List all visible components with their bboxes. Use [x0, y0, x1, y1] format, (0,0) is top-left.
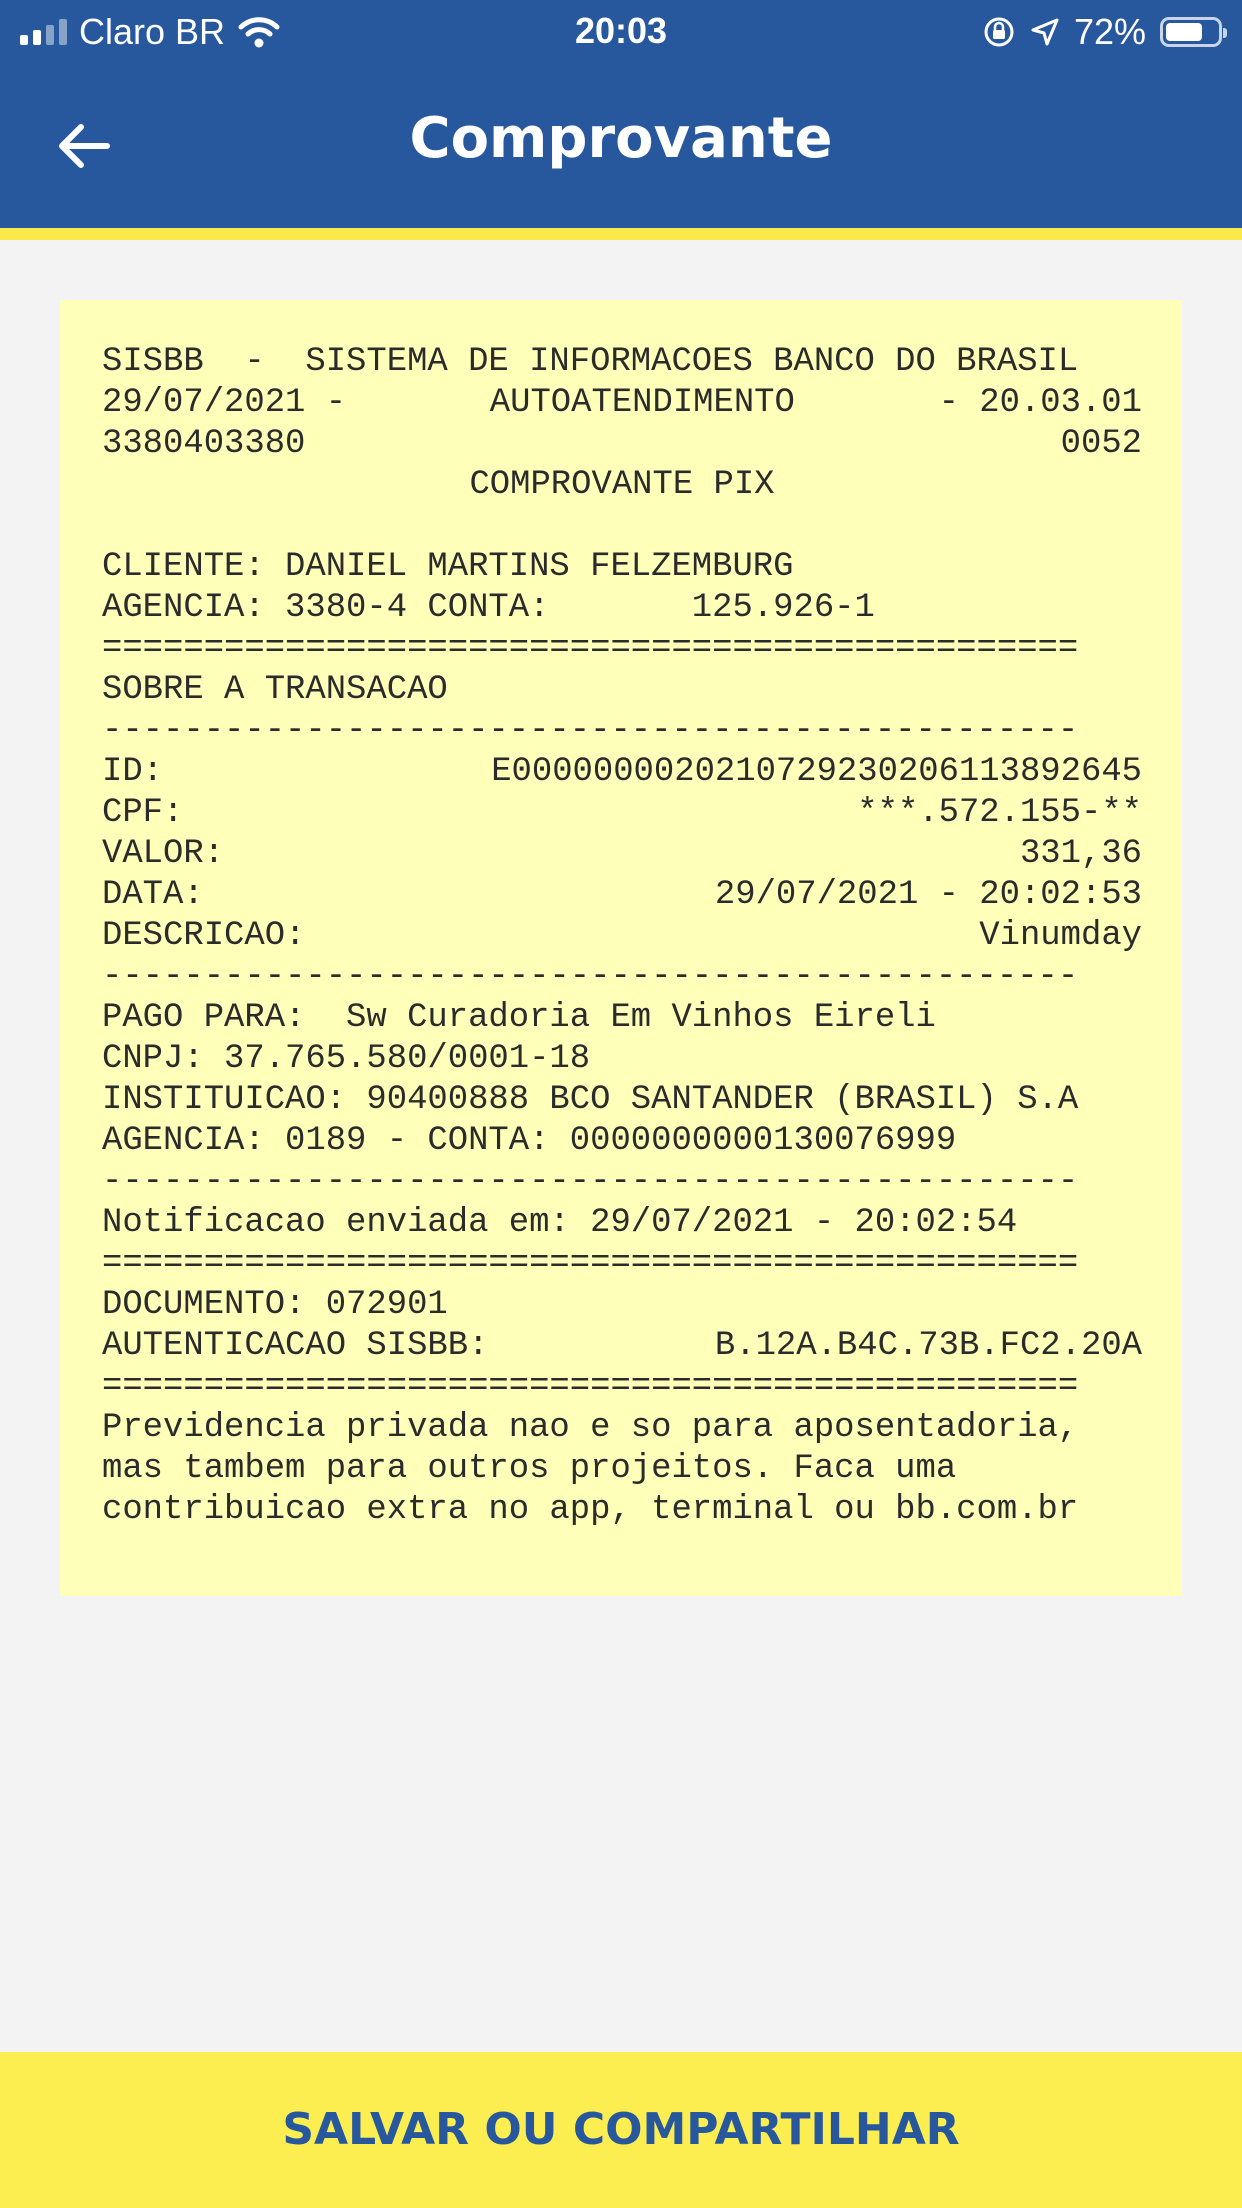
page-title: Comprovante: [409, 106, 833, 171]
location-icon: [1030, 17, 1060, 47]
receipt-double-rule: ================================================: [102, 1368, 1079, 1406]
receipt-autenticacao: AUTENTICACAO SISBB: B.12A.B4C.73B.FC2.20A: [102, 1327, 1142, 1365]
receipt-version: - 20.03.01: [938, 384, 1142, 422]
receipt-date: 29/07/2021 -: [102, 384, 347, 422]
battery-percent: 72%: [1073, 11, 1146, 52]
nav-bar: [0, 92, 1242, 198]
status-time: 20:03: [574, 10, 668, 51]
receipt-field-cpf: CPF: ***.572.155-**: [102, 794, 1142, 832]
receipt-field-data: DATA: 29/07/2021 - 20:02:53: [102, 876, 1142, 914]
receipt-service: AUTOATENDIMENTO: [489, 384, 795, 422]
receipt-field-descricao: DESCRICAO: Vinumday: [102, 917, 1142, 955]
status-right: [982, 10, 1222, 54]
receipt-field-valor: VALOR: 331,36: [102, 835, 1142, 873]
receipt-single-rule: ------------------------------------------------: [102, 1163, 1079, 1201]
receipt-card: [60, 300, 1182, 1596]
receipt-terminal: 3380403380: [102, 425, 306, 463]
receipt-cliente: CLIENTE: DANIEL MARTINS FELZEMBURG: [102, 548, 794, 586]
receipt-single-rule: ------------------------------------------------: [102, 958, 1079, 996]
receipt-footer-line: contribuicao extra no app, terminal ou bb.com.br: [102, 1491, 1079, 1529]
receipt-sequence: 0052: [1060, 425, 1142, 463]
receipt-pago-para: PAGO PARA: Sw Curadoria Em Vinhos Eireli: [102, 999, 936, 1037]
carrier-label: Claro BR: [79, 11, 226, 52]
receipt-single-rule: ------------------------------------------------: [102, 712, 1079, 750]
receipt-double-rule: ================================================: [102, 1245, 1079, 1283]
receipt-title: COMPROVANTE PIX: [469, 466, 775, 504]
battery-icon: [1160, 17, 1222, 47]
receipt-agencia-destino: AGENCIA: 0189 - CONTA: 0000000000130076999: [102, 1122, 957, 1160]
receipt-blank-line: [102, 506, 1142, 547]
receipt-double-rule: ================================================: [102, 630, 1079, 668]
save-share-button[interactable]: SALVAR OU COMPARTILHAR: [0, 2052, 1242, 2208]
receipt-notificacao: Notificacao enviada em: 29/07/2021 - 20:02:54: [102, 1204, 1018, 1242]
receipt-cnpj: CNPJ: 37.765.580/0001-18: [102, 1040, 591, 1078]
receipt-id-value: E0000000020210729230206113892645: [491, 753, 1142, 791]
receipt-section-title: SOBRE A TRANSACAO: [102, 671, 448, 709]
battery-fill: [1166, 23, 1202, 41]
receipt-date-line: [102, 383, 1142, 424]
receipt-text: [102, 342, 1142, 1531]
receipt-documento: DOCUMENTO: 072901: [102, 1286, 448, 1324]
header-accent-line: [0, 228, 1242, 240]
receipt-terminal-line: [102, 424, 1142, 465]
receipt-instituicao: INSTITUICAO: 90400888 BCO SANTANDER (BRASIL) S.A: [102, 1081, 1079, 1119]
rotation-lock-icon: [982, 15, 1016, 49]
receipt-field-id: ID: E0000000020210729230206113892645: [102, 753, 1142, 791]
receipt-footer-line: mas tambem para outros projeitos. Faca uma: [102, 1450, 957, 1488]
status-bar: [0, 0, 1242, 62]
receipt-footer-line: Previdencia privada nao e so para aposentadoria,: [102, 1409, 1079, 1447]
receipt-header-line: SISBB - SISTEMA DE INFORMACOES BANCO DO BRASIL: [102, 343, 1079, 381]
receipt-agencia-conta: AGENCIA: 3380-4 CONTA: 125.926-1: [102, 589, 875, 627]
